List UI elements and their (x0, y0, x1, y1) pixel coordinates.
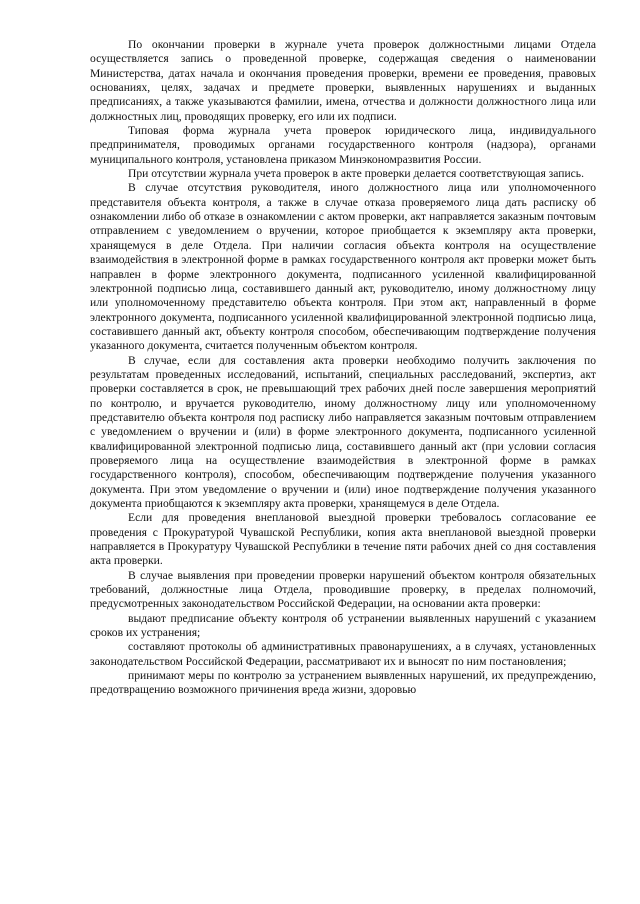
document-page (90, 38, 596, 698)
paragraph-no-journal: При отсутствии журнала учета проверок в акте проверки делается соответствующая запись. (128, 167, 584, 181)
paragraph-journal-form: Типовая форма журнала учета проверок юридического лица, индивидуального предпринимателя, проводимых органами государственного контроля (надзора), органами муниципального контроля, установлена приказом Минэкономразвития России. (90, 124, 596, 166)
paragraph-absence-delivery: В случае отсутствия руководителя, иного должностного лица или уполномоченного представителя объекта контроля, а также в случае отказа проверяемого лица дать расписку об ознакомлении либо об отказе в ознакомлении с актом проверки, акт направляется заказным почтовым отправлением с уведомлением о вручении, которое приобщается к экземпляру акта проверки, хранящемуся в деле Отдела. При наличии согласия объекта контроля на осуществление взаимодействия в электронной форме в рамках государственного контроля акт проверки может быть направлен в форме электронного документа, подписанного усиленной квалифицированной электронной подписью лица, составившего данный акт, руководителю, иному должностному лицу или уполномоченному представителю объекта контроля. При этом акт, направленный в форме электронного документа, подписанного усиленной квалифицированной электронной подписью лица, составившего данный акт, объекту контроля способом, обеспечивающим подтверждение получения указанного документа, считается полученным объектом контроля. (90, 181, 596, 353)
paragraph-issue-order: выдают предписание объекту контроля об устранении выявленных нарушений с указанием сроков их устранения; (90, 611, 596, 640)
paragraph-protocols: составляют протоколы об административных правонарушениях, а в случаях, установленных законодательством Российской Федерации, рассматривают их и выносят по ним постановления; (90, 640, 596, 668)
paragraph-prosecutor-copy: Если для проведения внеплановой выездной проверки требовалось согласование ее проведения с Прокуратурой Чувашской Республики, копия акта внеплановой выездной проверки направляется в Прокуратуру Чувашской Республики в течение пяти рабочих дней со дня составления акта проверки. (90, 511, 596, 568)
paragraph-expert-conclusions: В случае, если для составления акта проверки необходимо получить заключения по результатам проведенных исследований, испытаний, специальных расследований, экспертиз, акт проверки составляется в срок, не превышающий трех рабочих дней после завершения мероприятий по контролю, и вручается руководителю, иному должностному лицу или уполномоченному представителю объекта контроля под расписку либо направляется заказным почтовым отправлением с уведомлением о вручении и (или) в форме электронного документа, подписанного усиленной квалифицированной электронной подписью лица, составившего данный акт (при условии согласия проверяемого лица на осуществление взаимодействия в электронной форме в рамках государственного контроля), способом, обеспечивающим подтверждение получения указанного документа. При этом уведомление о вручении и (или) иное подтверждение получения указанного документа приобщаются к экземпляру акта проверки, хранящемуся в деле Отдела. (90, 353, 596, 510)
paragraph-violations-intro: В случае выявления при проведении проверки нарушений объектом контроля обязательных требований, должностные лица Отдела, проводившие проверку, в пределах полномочий, предусмотренных законодательством Российской Федерации, на основании акта проверки: (90, 568, 596, 611)
paragraph-control-measures: принимают меры по контролю за устранением выявленных нарушений, их предупреждению, предотвращению возможного причинения вреда жизни, здоровью (90, 669, 596, 697)
paragraph-journal-entry: По окончании проверки в журнале учета проверок должностными лицами Отдела осуществляется запись о проведенной проверке, содержащая сведения о наименовании Министерства, датах начала и окончания проведения проверки, времени ее проведения, правовых основаниях, целях, задачах и предмете проверки, выявленных нарушениях и выданных предписаниях, а также указываются фамилии, имена, отчества и должности должностного лица или должностных лиц, проводящих проверку, его или их подписи. (90, 38, 596, 123)
